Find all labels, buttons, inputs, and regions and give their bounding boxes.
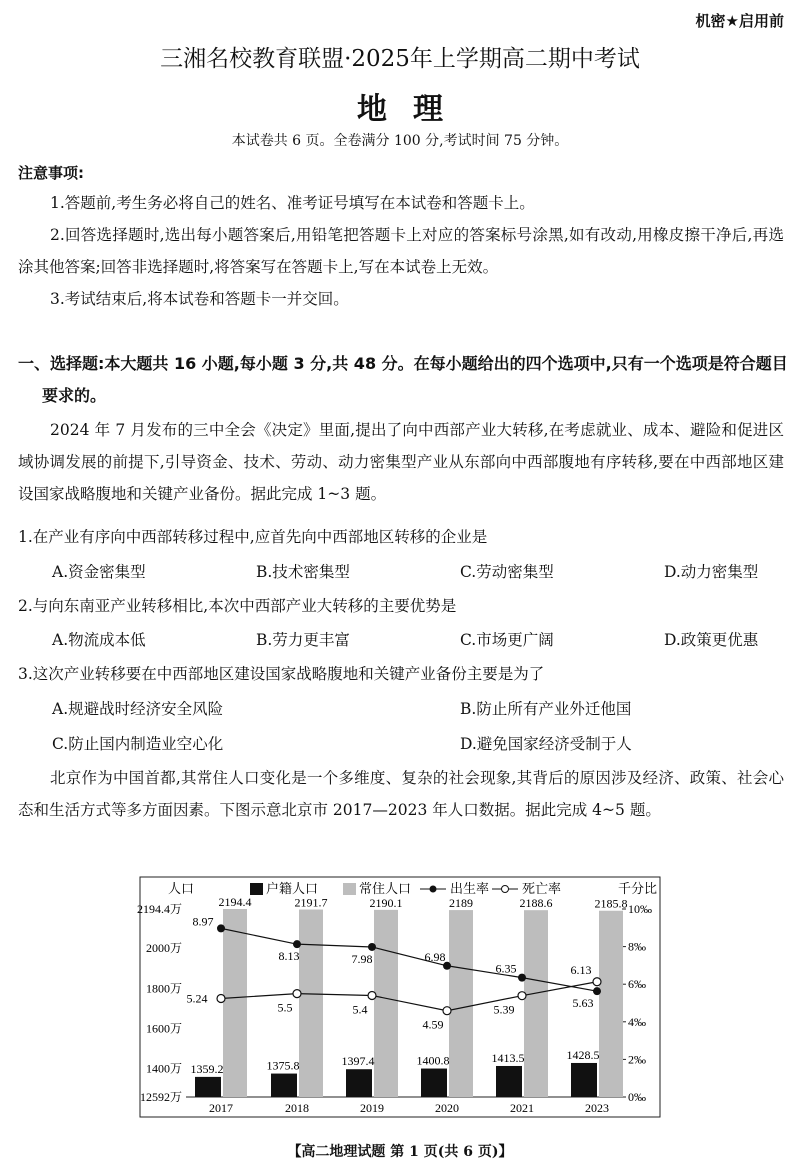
household-population-bar — [571, 1063, 597, 1097]
household-population-label: 1375.8 — [266, 1058, 300, 1073]
left-axis-tick-label: 1400万 — [145, 1061, 182, 1076]
legend-household-swatch — [250, 883, 263, 895]
notice-item-3: 3.考试结束后,将本试卷和答题卡一并交回。 — [50, 290, 349, 308]
right-axis-tick-label: 6‰ — [628, 977, 646, 992]
right-axis-tick-label: 8‰ — [628, 939, 646, 954]
right-axis-tick-label: 4‰ — [628, 1014, 646, 1029]
household-population-bar — [195, 1077, 221, 1097]
x-axis-category-label: 2017 — [209, 1101, 233, 1115]
q1-option-a: A.资金密集型 — [52, 563, 146, 581]
resident-population-bar — [223, 909, 247, 1097]
left-axis-tick-label: 1800万 — [145, 981, 182, 996]
left-axis-tick-label: 1600万 — [145, 1021, 182, 1036]
household-population-bar — [346, 1069, 372, 1097]
legend-birth-label: 出生率 — [450, 881, 490, 896]
birth-rate-label: 6.35 — [495, 961, 517, 976]
exam-info: 本试卷共 6 页。全卷满分 100 分,考试时间 75 分钟。 — [231, 133, 569, 149]
x-axis-category-label: 2023 — [585, 1101, 609, 1115]
death-rate-point — [217, 994, 225, 1002]
q2-option-b: B.劳力更丰富 — [256, 631, 350, 649]
resident-population-label: 2194.4 — [218, 895, 252, 909]
birth-rate-label: 8.13 — [278, 949, 300, 964]
page-footer: 【高二地理试题 第 1 页(共 6 页)】 — [287, 1144, 513, 1160]
left-axis-tick-label: 12592万 — [139, 1090, 182, 1104]
chart-legend — [250, 881, 561, 896]
birth-rate-point — [293, 940, 301, 948]
birth-rate-point — [593, 987, 601, 995]
legend-death-marker — [502, 886, 509, 893]
q2-option-a: A.物流成本低 — [52, 631, 146, 649]
resident-population-bar — [524, 910, 548, 1097]
notice-heading: 注意事项: — [18, 164, 84, 182]
confidential-label: 机密★启用前 — [695, 12, 784, 30]
resident-population-bar — [299, 910, 323, 1097]
death-rate-point — [368, 991, 376, 999]
q1-option-d: D.动力密集型 — [664, 563, 759, 581]
resident-population-bar — [599, 911, 623, 1097]
resident-population-bar — [449, 910, 473, 1097]
left-axis-tick-label: 2000万 — [145, 941, 182, 956]
section-heading: 一、选择题:本大题共 16 小题,每小题 3 分,共 48 分。在每小题给出的四个选项中,只有一个选项是符合题目要求的。 — [18, 354, 788, 405]
legend-resident-label: 常住人口 — [359, 881, 412, 896]
x-axis-category-label: 2021 — [510, 1101, 534, 1115]
birth-rate-point — [217, 924, 225, 932]
birth-rate-label: 5.63 — [572, 996, 594, 1011]
notice-item-1: 1.答题前,考生务必将自己的姓名、准考证号填写在本试卷和答题卡上。 — [50, 194, 535, 212]
legend-death-label: 死亡率 — [522, 881, 562, 896]
resident-population-label: 2188.6 — [519, 896, 553, 911]
legend-birth-marker — [430, 886, 437, 893]
legend-resident-swatch — [343, 883, 356, 895]
question-2-stem: 2.与向东南亚产业转移相比,本次中西部产业大转移的主要优势是 — [18, 597, 457, 615]
passage-1: 2024 年 7 月发布的三中全会《决定》里面,提出了向中西部产业大转移,在考虑就业、成本、避险和促进区域协调发展的前提下,引导资金、技术、劳动、动力密集型产业从东部向中西部腹地有序转移,要在中西部地区建设国家战略腹地和关键产业备份。据此完成 1~3 题。 — [18, 421, 784, 503]
left-axis-tick-label: 2194.4万 — [136, 902, 182, 916]
household-population-bar — [496, 1066, 522, 1097]
birth-rate-label: 6.98 — [424, 949, 446, 964]
household-population-label: 1428.5 — [566, 1047, 600, 1062]
q2-option-d: D.政策更优惠 — [664, 631, 759, 649]
question-3-stem: 3.这次产业转移要在中西部地区建设国家战略腹地和关键产业备份主要是为了 — [18, 665, 545, 683]
death-rate-point — [293, 990, 301, 998]
household-population-bar — [421, 1069, 447, 1097]
passage-2: 北京作为中国首都,其常住人口变化是一个多维度、复杂的社会现象,其背后的原因涉及经济、政策、社会心态和生活方式等多方面因素。下图示意北京市 2017—2023 年人口数据。据此完成 4~5 题。 — [18, 769, 784, 819]
right-axis-tick-label: 0‰ — [628, 1090, 646, 1104]
left-axis-title: 人口 — [168, 881, 195, 896]
resident-population-label: 2189 — [449, 896, 473, 911]
household-population-label: 1397.4 — [341, 1054, 375, 1069]
death-rate-label: 6.13 — [570, 962, 592, 977]
resident-population-bar — [374, 910, 398, 1097]
q3-option-d: D.避免国家经济受制于人 — [460, 735, 632, 753]
right-axis-tick-label: 10‰ — [628, 902, 652, 916]
x-axis-category-label: 2018 — [285, 1101, 309, 1115]
q2-option-c: C.市场更广阔 — [460, 631, 554, 649]
birth-rate-label: 8.97 — [192, 914, 214, 929]
household-population-label: 1400.8 — [416, 1053, 450, 1068]
death-rate-point — [593, 978, 601, 986]
x-axis-category-label: 2020 — [435, 1101, 459, 1115]
resident-population-label: 2191.7 — [294, 895, 328, 910]
question-1-stem: 1.在产业有序向中西部转移过程中,应首先向中西部地区转移的企业是 — [18, 528, 488, 546]
subject-title: 地理 — [357, 92, 469, 127]
resident-population-label: 2190.1 — [369, 895, 403, 910]
death-rate-label: 4.59 — [422, 1017, 444, 1032]
q1-option-b: B.技术密集型 — [256, 563, 350, 581]
birth-rate-point — [368, 943, 376, 951]
right-axis-tick-label: 2‰ — [628, 1052, 646, 1067]
notice-item-2: 2.回答选择题时,选出每小题答案后,用铅笔把答题卡上对应的答案标号涂黑,如有改动,用橡皮擦干净后,再选涂其他答案;回答非选择题时,将答案写在答题卡上,写在本试卷上无效。 — [18, 226, 784, 276]
household-population-bar — [271, 1074, 297, 1097]
x-axis-category-label: 2019 — [360, 1101, 384, 1115]
exam-title: 三湘名校教育联盟·2025年上学期高二期中考试 — [160, 46, 640, 72]
right-axis-title: 千分比 — [618, 881, 658, 896]
birth-rate-label: 7.98 — [351, 951, 373, 966]
death-rate-label: 5.4 — [352, 1002, 368, 1017]
household-population-label: 1413.5 — [491, 1050, 525, 1065]
birth-rate-point — [518, 974, 526, 982]
q3-option-b: B.防止所有产业外迁他国 — [460, 700, 632, 718]
death-rate-label: 5.5 — [277, 1000, 293, 1015]
death-rate-point — [443, 1007, 451, 1015]
q1-option-c: C.劳动密集型 — [460, 563, 554, 581]
household-population-label: 1359.2 — [190, 1061, 224, 1076]
death-rate-label: 5.24 — [186, 991, 208, 1006]
death-rate-point — [518, 992, 526, 1000]
q3-option-a: A.规避战时经济安全风险 — [52, 700, 224, 718]
resident-population-label: 2185.8 — [594, 896, 628, 911]
q3-option-c: C.防止国内制造业空心化 — [52, 735, 224, 753]
death-rate-label: 5.39 — [493, 1002, 515, 1017]
legend-household-label: 户籍人口 — [266, 881, 319, 896]
